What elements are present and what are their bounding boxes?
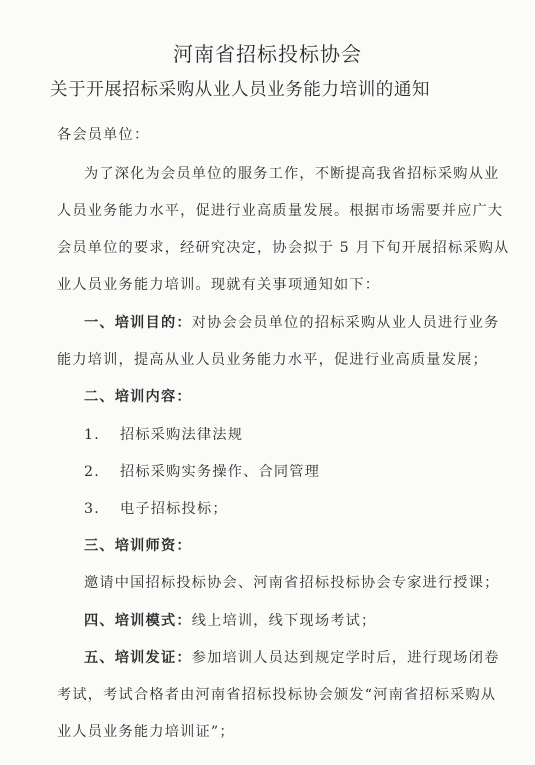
section-mode [84, 610, 376, 630]
section-certificate-label: 五、培训发证： [84, 650, 192, 666]
section-purpose [84, 312, 499, 332]
section-certificate-text: 参加培训人员达到规定学时后，进行现场闭卷 [191, 650, 500, 666]
content-item-text: 招标采购实务操作、合同管理 [120, 464, 321, 480]
notice-title: 关于开展招标采购从业人员业务能力培训的通知 [50, 80, 431, 100]
intro-line-3: 会员单位的要求，经研究决定，协会拟于 5 月下旬开展招标采购从 [57, 240, 510, 256]
intro-line-4: 业人员业务能力培训。现就有关事项通知如下： [57, 277, 381, 293]
section-certificate-line-3: 业人员业务能力培训证”； [57, 724, 235, 740]
content-item-text: 电子招标投标； [120, 501, 228, 517]
content-item-3 [84, 498, 228, 518]
content-item-2 [84, 461, 320, 481]
section-mode-text: 线上培训，线下现场考试； [191, 613, 377, 629]
section-content-label: 二、培训内容： [84, 389, 192, 405]
salutation: 各会员单位： [57, 127, 150, 143]
intro-line-1: 为了深化为会员单位的服务工作，不断提高我省招标采购从业 [84, 166, 500, 182]
content-item-text: 招标采购法律法规 [120, 427, 244, 443]
section-certificate-line-2: 考试，考试合格者由河南省招标投标协会颁发“河南省招标采购从 [57, 687, 497, 703]
intro-line-2: 人员业务能力水平，促进行业高质量发展。根据市场需要并应广大 [57, 203, 504, 219]
content-item-1 [84, 424, 243, 444]
section-teachers-text: 邀请中国招标投标协会、河南省招标投标协会专家进行授课； [84, 575, 500, 591]
section-certificate [84, 647, 499, 667]
section-purpose-text: 对协会会员单位的招标采购从业人员进行业务 [191, 315, 500, 331]
content-item-number: 3. [84, 501, 100, 517]
section-purpose-label: 一、培训目的： [84, 315, 192, 331]
section-mode-label: 四、培训模式： [84, 613, 192, 629]
section-teachers-label: 三、培训师资： [84, 538, 192, 554]
organization-title: 河南省招标投标协会 [173, 42, 362, 66]
content-item-number: 1. [84, 427, 100, 443]
content-item-number: 2. [84, 464, 100, 480]
section-purpose-line-2: 能力培训，提高从业人员业务能力水平，促进行业高质量发展； [57, 352, 488, 368]
